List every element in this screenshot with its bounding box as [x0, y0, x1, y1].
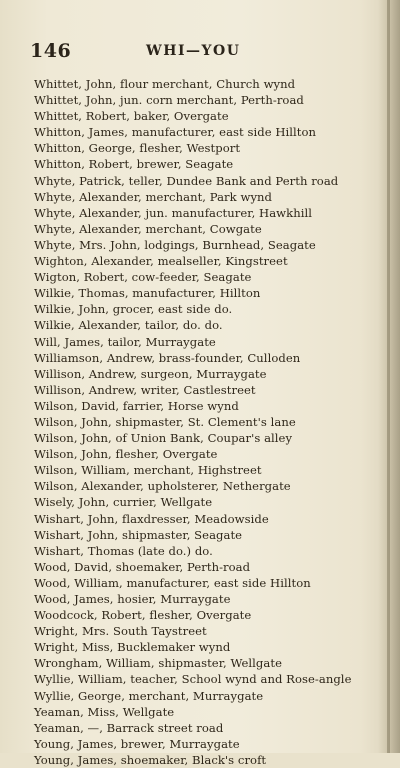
directory-entry: Will, James, tailor, Murraygate: [34, 334, 216, 349]
directory-entry: Whitton, George, flesher, Westport: [34, 141, 241, 156]
running-head: WHI—YOU: [146, 43, 241, 59]
directory-entry: Willison, Andrew, writer, Castlestreet: [34, 382, 256, 397]
directory-entry: Willison, Andrew, surgeon, Murraygate: [34, 366, 267, 381]
directory-entry: Woodcock, Robert, flesher, Overgate: [34, 608, 252, 623]
directory-entry: Wright, Mrs. South Taystreet: [34, 624, 207, 639]
directory-entry: Wishart, Thomas (late do.) do.: [34, 543, 213, 558]
directory-entry: Wighton, Alexander, mealseller, Kingstreet: [34, 254, 288, 269]
directory-entry: Whitton, Robert, brewer, Seagate: [34, 157, 234, 172]
directory-entry: Wilkie, Thomas, manufacturer, Hillton: [34, 286, 261, 301]
directory-entry: Wilson, John, of Union Bank, Coupar's alley: [34, 431, 293, 446]
directory-entry: Whyte, Alexander, merchant, Park wynd: [34, 189, 273, 204]
directory-entry: Wilson, David, farrier, Horse wynd: [34, 398, 239, 413]
directory-entry: Wilson, John, shipmaster, St. Clement's lane: [34, 414, 296, 429]
directory-entry: Whyte, Alexander, jun. manufacturer, Hawkhill: [34, 205, 313, 220]
page-number: 146: [30, 40, 72, 62]
directory-entry: Wright, Miss, Bucklemaker wynd: [34, 640, 231, 655]
directory-entry: Wilkie, Alexander, tailor, do. do.: [34, 318, 223, 333]
directory-entry: Wishart, John, flaxdresser, Meadowside: [34, 511, 269, 526]
directory-entry: Wigton, Robert, cow-feeder, Seagate: [34, 270, 252, 285]
directory-entry: Wrongham, William, shipmaster, Wellgate: [34, 656, 282, 671]
directory-entry: Wood, David, shoemaker, Perth-road: [34, 559, 251, 574]
page-header: [30, 40, 360, 70]
directory-entry: Wood, James, hosier, Murraygate: [34, 592, 231, 606]
directory-entry: Wilkie, John, grocer, east side do.: [34, 302, 233, 317]
directory-entry: Whittet, Robert, baker, Overgate: [34, 109, 229, 124]
directory-entry: Whitton, James, manufacturer, east side Hillton: [34, 125, 317, 140]
directory-entry: Wilson, John, flesher, Overgate: [34, 447, 218, 462]
directory-entry: Whittet, John, flour merchant, Church wynd: [34, 77, 296, 91]
directory-entry: Wilson, William, merchant, Highstreet: [34, 463, 262, 478]
directory-entry: Williamson, Andrew, brass-founder, Culloden: [34, 350, 301, 365]
directory-entry: Whyte, Patrick, teller, Dundee Bank and Perth road: [34, 173, 339, 188]
directory-entry: Wyllie, William, teacher, School wynd and Rose-angle: [34, 672, 352, 687]
directory-entry: Young, James, brewer, Murraygate: [34, 736, 240, 751]
directory-entry: Young, James, shoemaker, Black's croft: [34, 752, 267, 767]
directory-entry: Wishart, John, shipmaster, Seagate: [34, 527, 243, 542]
directory-entry: Wood, William, manufacturer, east side Hillton: [34, 575, 311, 590]
directory-entry: Wyllie, George, merchant, Murraygate: [34, 688, 264, 703]
directory-entry: Yeaman, —, Barrack street road: [34, 720, 224, 735]
directory-entry: Whyte, Alexander, merchant, Cowgate: [34, 221, 262, 236]
directory-entry: Yeaman, Miss, Wellgate: [34, 704, 175, 719]
directory-entry: Wisely, John, currier, Wellgate: [34, 495, 213, 510]
directory-entry: Whittet, John, jun. corn merchant, Perth-road: [34, 93, 304, 108]
directory-entry: Wilson, Alexander, upholsterer, Nethergate: [34, 479, 291, 494]
directory-entries: [34, 76, 388, 768]
directory-entry: Whyte, Mrs. John, lodgings, Burnhead, Seagate: [34, 237, 316, 252]
